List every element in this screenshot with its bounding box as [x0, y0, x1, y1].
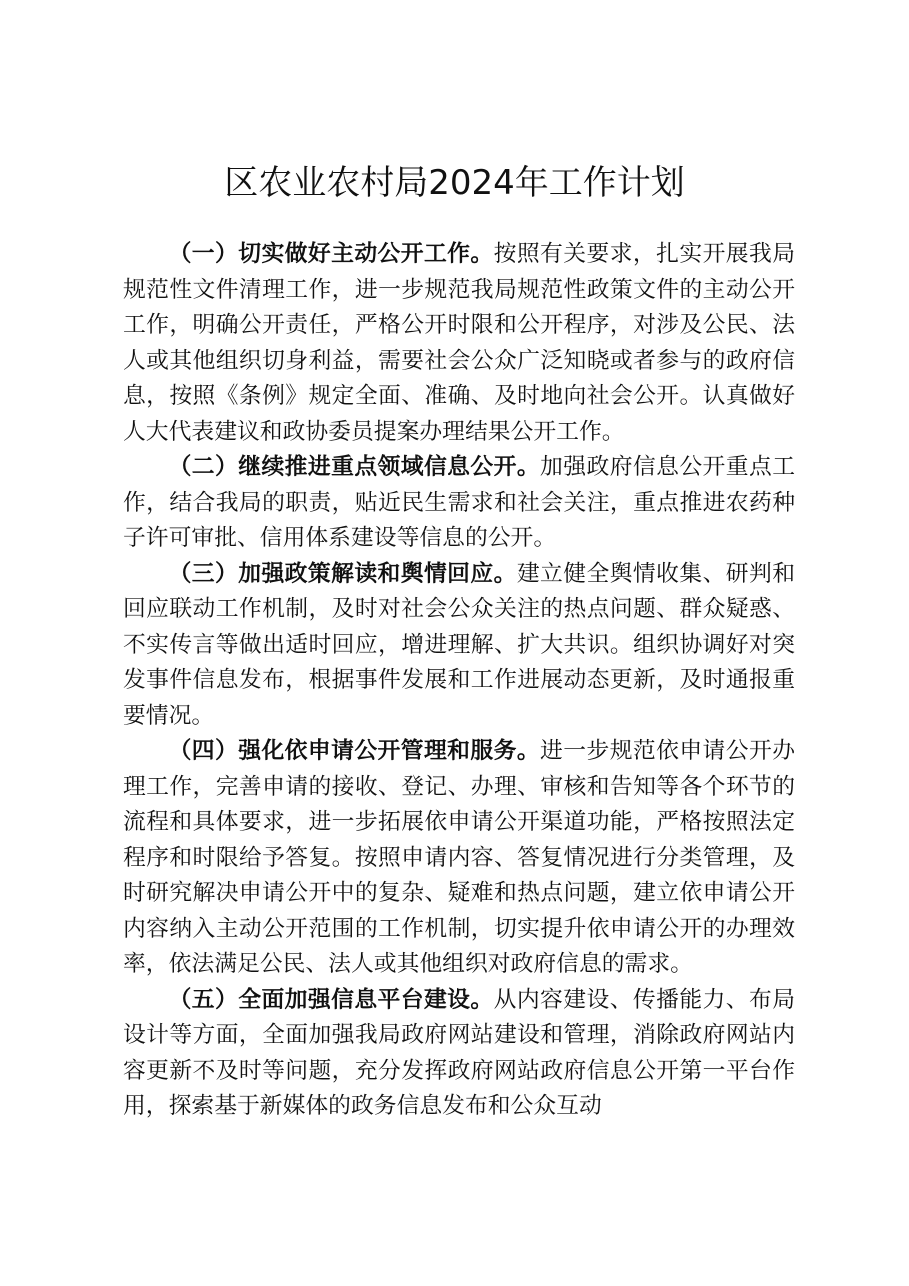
paragraph-text: 从内容建设、传播能力、布局设计等方面，全面加强我局政府网站建设和管理，消除政府网站内容更新不及时等问题，充分发挥政府网站政府信息公开第一平台作用，探索基于新媒体的政务信息发布和公众互动 [123, 986, 796, 1119]
paragraph-text: 进一步规范依申请公开办理工作，完善申请的接收、登记、办理、审核和告知等各个环节的流程和具体要求，进一步拓展依申请公开渠道功能，严格按照法定程序和时限给予答复。按照申请内容、答复情况进行分类管理，及时研究解决申请公开中的复杂、疑难和热点问题，建立依申请公开内容纳入主动公开范围的工作机制，切实提升依申请公开的办理效率，依法满足公民、法人或其他组织对政府信息的需求。 [123, 738, 796, 977]
paragraph-heading: （五）全面加强信息平台建设。 [168, 986, 494, 1013]
document-body [123, 237, 795, 1125]
paragraph-2 [123, 450, 795, 557]
paragraph-5 [123, 983, 795, 1125]
paragraph-heading: （四）强化依申请公开管理和服务。 [168, 738, 541, 764]
paragraph-heading: （二）继续推进重点领域信息公开。 [168, 454, 541, 480]
document-title: 区农业农村局2024年工作计划 [224, 163, 685, 203]
paragraph-text: 加强政府信息公开重点工作，结合我局的职责，贴近民生需求和社会关注，重点推进农药种子许可审批、信用体系建设等信息的公开。 [123, 454, 796, 551]
paragraph-4 [123, 734, 795, 983]
paragraph-1 [123, 237, 795, 450]
paragraph-heading: （一）切实做好主动公开工作。 [168, 241, 494, 267]
paragraph-3 [123, 557, 795, 735]
paragraph-text: 建立健全舆情收集、研判和回应联动工作机制，及时对社会公众关注的热点问题、群众疑惑、不实传言等做出适时回应，增进理解、扩大共识。组织协调好对突发事件信息发布，根据事件发展和工作进展动态更新，及时通报重要情况。 [123, 560, 796, 729]
paragraph-text: 按照有关要求，扎实开展我局规范性文件清理工作，进一步规范我局规范性政策文件的主动公开工作，明确公开责任，严格公开时限和公开程序，对涉及公民、法人或其他组织切身利益，需要社会公众广泛知晓或者参与的政府信息，按照《条例》规定全面、准确、及时地向社会公开。认真做好人大代表建议和政协委员提案办理结果公开工作。 [123, 241, 796, 445]
paragraph-heading: （三）加强政策解读和舆情回应。 [168, 560, 517, 587]
